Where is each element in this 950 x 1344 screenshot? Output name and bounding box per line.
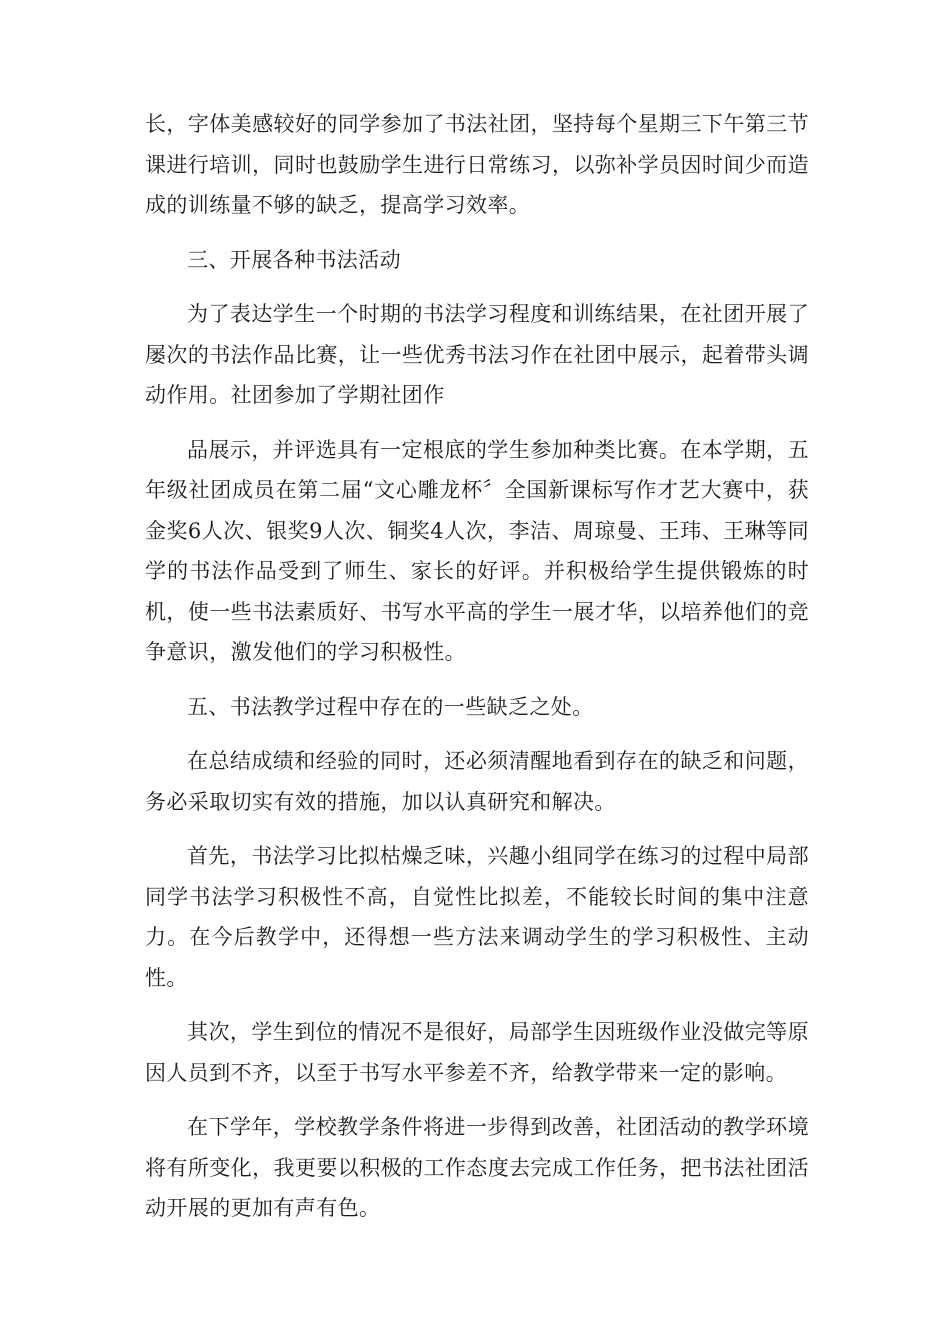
paragraph-outlook: 在下学年，学校教学条件将进一步得到改善，社团活动的教学环境将有所变化，我更要以积极的工作态度去完成工作任务，把书法社团活动开展的更加有声有色。 [145, 1115, 809, 1220]
paragraph-first-issue: 首先，书法学习比拟枯燥乏味，兴趣小组同学在练习的过程中局部同学书法学习积极性不高，自觉性比拟差，不能较长时间的集中注意力。在今后教学中，还得想一些方法来调动学生的学习积极性、主动性。 [145, 844, 809, 990]
paragraph-competitions: 为了表达学生一个时期的书法学习程度和训练结果，在社团开展了屡次的书法作品比赛，让一些优秀书法习作在社团中展示，起着带头调动作用。社团参加了学期社团作 [145, 302, 809, 407]
document-body [145, 104, 809, 1243]
paragraph-continuation: 长，字体美感较好的同学参加了书法社团，坚持每个星期三下午第三节课进行培训，同时也鼓励学生进行日常练习，以弥补学员因时间少而造成的训练量不够的缺乏，提高学习效率。 [145, 112, 809, 217]
paragraph-summary: 在总结成绩和经验的同时，还必须清醒地看到存在的缺乏和问题，务必采取切实有效的措施，加以认真研究和解决。 [145, 749, 809, 814]
paragraph-awards: 品展示，并评选具有一定根底的学生参加种类比赛。在本学期，五年级社团成员在第二届“文心雕龙杯〞全国新课标写作才艺大赛中，获金奖6人次、银奖9人次、铜奖4人次，李洁、周琼曼、王玮、王琳等同学的书法作品受到了师生、家长的好评。并积极给学生提供锻炼的时机，使一些书法素质好、书写水平高的学生一展才华，以培养他们的竞争意识，激发他们的学习积极性。 [145, 437, 809, 664]
section-heading-activities: 三、开展各种书法活动 [187, 247, 401, 272]
paragraph-second-issue: 其次，学生到位的情况不是很好，局部学生因班级作业没做完等原因人员到不齐，以至于书写水平参差不齐，给教学带来一定的影响。 [145, 1020, 809, 1085]
section-heading-shortcomings: 五、书法教学过程中存在的一些缺乏之处。 [187, 694, 594, 719]
